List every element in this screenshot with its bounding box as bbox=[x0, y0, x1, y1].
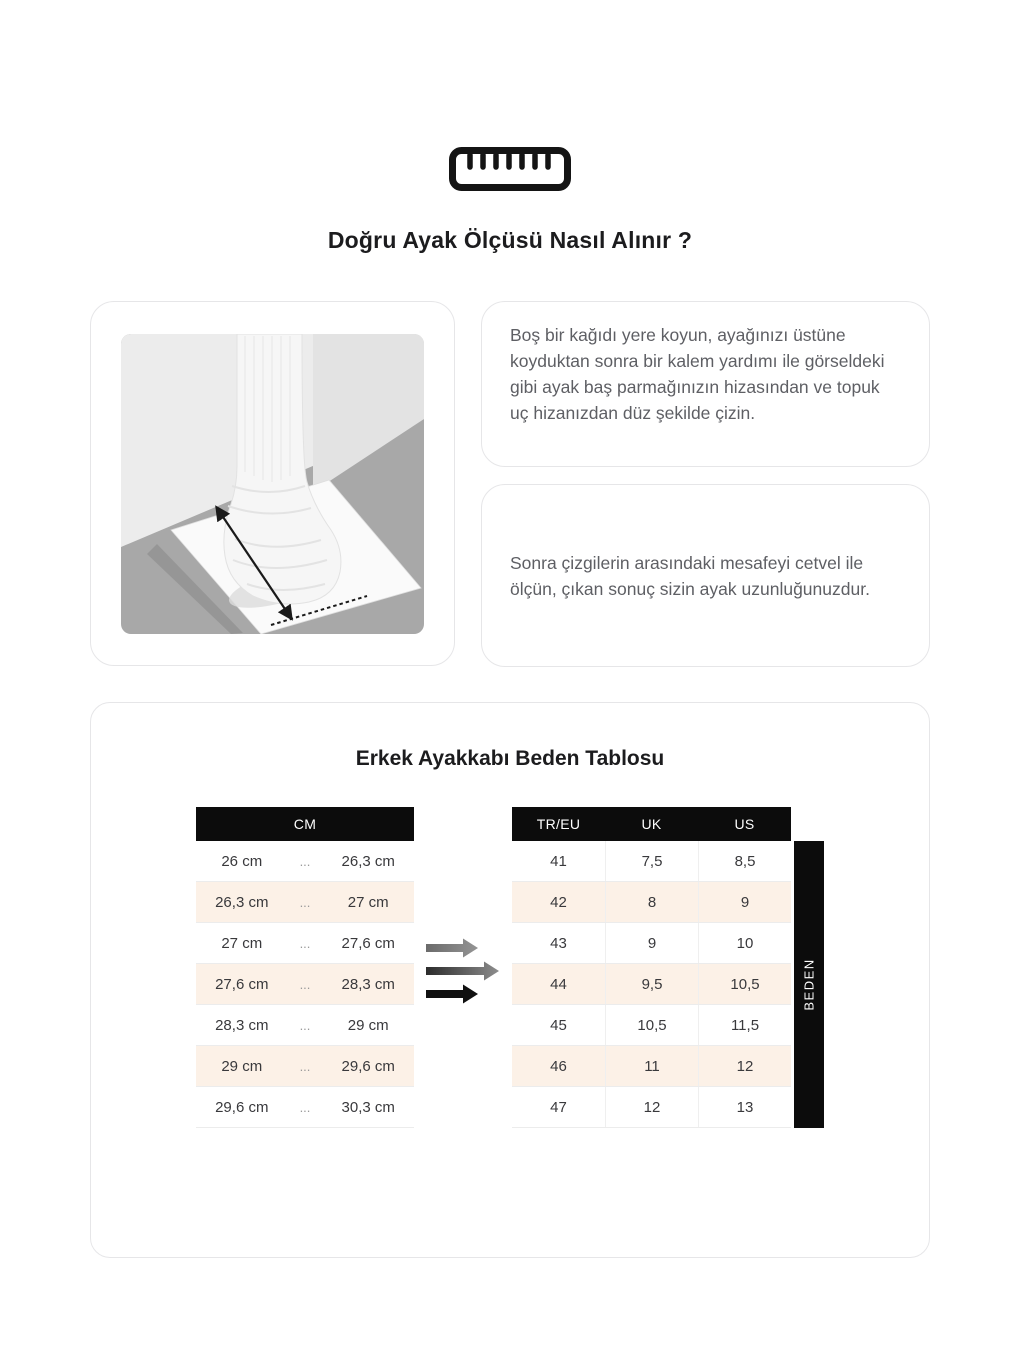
size-cell-uk: 12 bbox=[605, 1087, 698, 1127]
size-cell-us: 10,5 bbox=[698, 964, 791, 1004]
cm-range-to: 26,3 cm bbox=[341, 852, 395, 870]
cm-range-dots: ... bbox=[299, 976, 311, 992]
howto-section bbox=[90, 301, 930, 667]
size-table-title: Erkek Ayakkabı Beden Tablosu bbox=[355, 747, 665, 770]
cm-range-from: 26,3 cm bbox=[215, 893, 269, 911]
size-cell-tr-eu: 41 bbox=[550, 852, 567, 870]
instruction-step2-text: Sonra çizgilerin arasındaki mesafeyi cetvel ile ölçün, çıkan sonuç sizin ayak uzunluğunuzdur. bbox=[510, 552, 870, 599]
size-cell-us: 12 bbox=[698, 1046, 791, 1086]
cm-range-dots: ... bbox=[299, 1099, 311, 1115]
size-cell-tr-eu: 45 bbox=[550, 1016, 567, 1034]
intl-size-table-row bbox=[512, 923, 791, 964]
cm-range-from: 29,6 cm bbox=[215, 1098, 269, 1116]
instruction-cards bbox=[481, 301, 930, 667]
cm-table-row bbox=[196, 1087, 414, 1128]
instruction-card-1 bbox=[481, 301, 930, 467]
size-cell-tr-eu: 46 bbox=[550, 1057, 567, 1075]
size-cell-uk: 9,5 bbox=[605, 964, 698, 1004]
foot-measure-photo-card bbox=[90, 301, 455, 666]
intl-size-table-header bbox=[512, 807, 791, 841]
size-cell-tr-eu: 47 bbox=[550, 1098, 567, 1116]
intl-size-table-row bbox=[512, 964, 791, 1005]
size-cell-tr-eu: 43 bbox=[550, 934, 567, 952]
page-title: Doğru Ayak Ölçüsü Nasıl Alınır ? bbox=[327, 227, 693, 253]
size-cell-us: 8,5 bbox=[698, 841, 791, 881]
cm-range-dots: ... bbox=[299, 1058, 311, 1074]
conversion-arrows-icon bbox=[423, 937, 503, 1009]
size-tables bbox=[91, 807, 929, 1128]
cm-table-row bbox=[196, 882, 414, 923]
cm-table-row bbox=[196, 923, 414, 964]
cm-range-to: 28,3 cm bbox=[341, 975, 395, 993]
cm-range-to: 27,6 cm bbox=[341, 934, 395, 952]
instruction-step1-text: Boş bir kağıdı yere koyun, ayağınızı üstüne koyduktan sonra bir kalem yardımı ile görseldeki gibi ayak baş parmağınızın hizasından ve topuk uç hizanızdan düz şekilde çizin. bbox=[510, 325, 885, 423]
cm-table bbox=[196, 807, 414, 1128]
cm-range-from: 27,6 cm bbox=[215, 975, 269, 993]
intl-size-table bbox=[512, 807, 791, 1128]
size-cell-tr-eu: 44 bbox=[550, 975, 567, 993]
instruction-card-2 bbox=[481, 484, 930, 667]
intl-size-table-row bbox=[512, 1005, 791, 1046]
size-cell-uk: 10,5 bbox=[605, 1005, 698, 1045]
cm-range-to: 27 cm bbox=[347, 893, 389, 911]
cm-table-row bbox=[196, 964, 414, 1005]
cm-range-to: 29 cm bbox=[347, 1016, 389, 1034]
cm-range-to: 29,6 cm bbox=[341, 1057, 395, 1075]
size-cell-us: 11,5 bbox=[698, 1005, 791, 1045]
cm-range-from: 27 cm bbox=[221, 934, 263, 952]
header-tr-eu: TR/EU bbox=[536, 816, 581, 832]
ruler-icon-wrap bbox=[0, 0, 1020, 192]
cm-range-from: 29 cm bbox=[221, 1057, 263, 1075]
intl-size-table-row bbox=[512, 1087, 791, 1128]
ruler-icon bbox=[448, 146, 572, 192]
cm-range-dots: ... bbox=[299, 935, 311, 951]
cm-range-from: 26 cm bbox=[221, 852, 263, 870]
cm-table-body bbox=[196, 841, 414, 1128]
intl-size-table-row bbox=[512, 882, 791, 923]
cm-range-dots: ... bbox=[299, 894, 311, 910]
size-cell-tr-eu: 42 bbox=[550, 893, 567, 911]
intl-size-table-wrap bbox=[512, 807, 824, 1128]
header-uk: UK bbox=[641, 816, 662, 832]
size-cell-us: 10 bbox=[698, 923, 791, 963]
size-cell-uk: 8 bbox=[605, 882, 698, 922]
cm-table-row bbox=[196, 1046, 414, 1087]
foot-measure-photo bbox=[121, 334, 424, 634]
cm-table-header: CM bbox=[196, 807, 414, 841]
size-cell-us: 9 bbox=[698, 882, 791, 922]
beden-side-bar bbox=[794, 841, 824, 1128]
header-us: US bbox=[734, 816, 755, 832]
beden-label: BEDEN bbox=[801, 958, 817, 1011]
intl-size-table-row bbox=[512, 1046, 791, 1087]
cm-table-row bbox=[196, 1005, 414, 1046]
cm-range-dots: ... bbox=[299, 1017, 311, 1033]
size-cell-uk: 9 bbox=[605, 923, 698, 963]
intl-size-table-body bbox=[512, 841, 791, 1128]
size-cell-us: 13 bbox=[698, 1087, 791, 1127]
size-table-card bbox=[90, 702, 930, 1258]
intl-size-table-row bbox=[512, 841, 791, 882]
cm-table-row bbox=[196, 841, 414, 882]
cm-range-dots: ... bbox=[299, 853, 311, 869]
cm-range-to: 30,3 cm bbox=[341, 1098, 395, 1116]
size-cell-uk: 7,5 bbox=[605, 841, 698, 881]
size-cell-uk: 11 bbox=[605, 1046, 698, 1086]
conversion-arrows-zone bbox=[414, 807, 512, 1128]
cm-range-from: 28,3 cm bbox=[215, 1016, 269, 1034]
